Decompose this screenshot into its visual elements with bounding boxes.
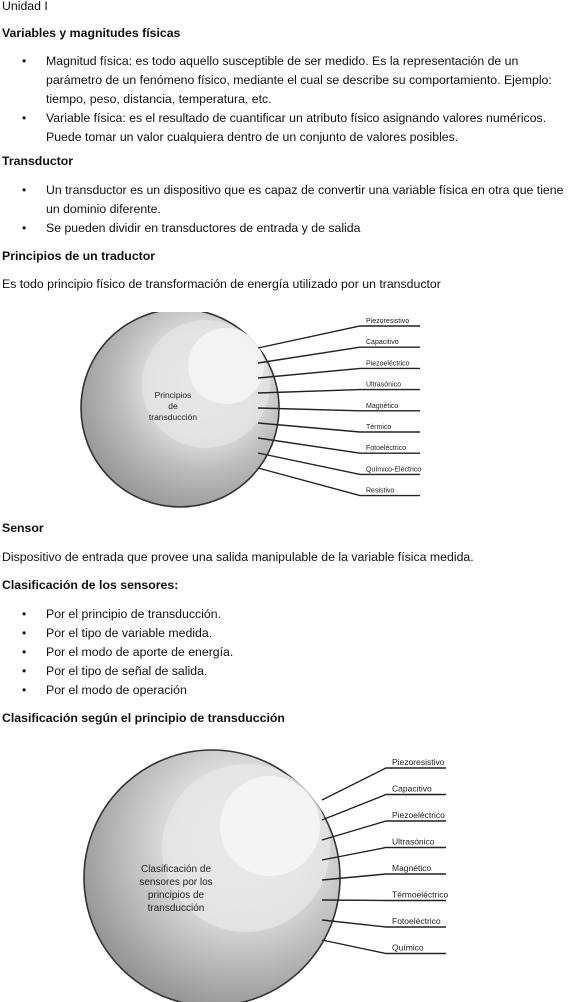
list-item: • Por el principio de transducción. [0, 605, 572, 624]
connector-line [322, 940, 446, 954]
center-label-line: Principios [154, 390, 192, 400]
sphere-highlight-inner [220, 776, 320, 876]
principle-label: Magnético [366, 402, 399, 410]
connector-line [258, 423, 420, 432]
list-item: • Por el modo de aporte de energía. [0, 643, 572, 662]
section-title-transductor: Transductor [2, 154, 74, 168]
principle-label: Térmoeléctrico [392, 889, 449, 900]
principle-label: Capacitivo [392, 783, 432, 794]
principle-label: Piezoresistivo [392, 757, 445, 767]
principle-label: Capacitivo [366, 339, 399, 347]
sphere-highlight-inner [188, 328, 264, 404]
list-variables [0, 52, 572, 147]
list-item: • Por el modo de operación [0, 681, 572, 700]
center-label-line: Clasificación de [140, 864, 212, 875]
section-title-sensor: Sensor [2, 521, 44, 535]
center-label-line: transducción [147, 903, 205, 914]
principle-label: Magnético [392, 863, 432, 873]
header-unidad: Unidad I [2, 0, 48, 13]
principle-label: Ultrasónico [366, 381, 402, 389]
principle-label: Ultrasónico [392, 836, 435, 847]
principle-label: Térmico [366, 424, 392, 431]
center-label-line: transducción [148, 412, 198, 422]
list-item: • Se pueden dividir en transductores de entrada y de salida [0, 219, 572, 238]
center-label-line: sensores por los [139, 877, 213, 888]
principle-label: Piezoeléctrico [392, 810, 445, 820]
principle-label: Resistivo [366, 487, 395, 495]
paragraph-sensor: Dispositivo de entrada que provee una salida manipulable de la variable física medida. [2, 550, 474, 564]
center-label-line: de [168, 401, 178, 411]
list-transductor [0, 181, 572, 238]
list-item: • Variable física: es el resultado de cuantificar un atributo físico asignando valores numéricos. Puede tomar un valor cualquiera dentro de un conjunto de valores posibles. [0, 109, 572, 147]
principle-label: Piezoresistivo [366, 318, 410, 325]
list-item: • Magnitud física: es todo aquello susceptible de ser medido. Es la representación de un parámetro de un fenómeno físico, mediante el cual se describe su comportamiento. Ejemplo: tiempo, peso, distancia, temperatura, etc. [0, 52, 572, 109]
connector-line [258, 390, 420, 393]
list-clasificacion [0, 605, 572, 700]
figure-clasificacion-sensores [0, 740, 572, 1002]
principle-label: Químico [392, 942, 424, 953]
center-label-line: principios de [147, 890, 205, 901]
list-item: • Un transductor es un dispositivo que es capaz de convertir una variable física en otra que tiene un dominio diferente. [0, 181, 572, 219]
principle-label: Fotoeléctrico [392, 916, 441, 926]
connector-line [258, 368, 420, 378]
connector-line [322, 900, 446, 901]
principle-label: Químico-Eléctrico [366, 466, 422, 474]
figure-principios-transduccion [0, 312, 572, 512]
section-title-variables: Variables y magnitudes físicas [2, 26, 181, 40]
principle-label: Piezoeléctrico [366, 360, 410, 368]
section-title-principios: Principios de un traductor [2, 249, 156, 263]
section-title-clasificacion-principio: Clasificación según el principio de transducción [2, 711, 285, 725]
principle-label: Fotoeléctrico [366, 445, 407, 453]
paragraph-principios: Es todo principio físico de transformación de energía utilizado por un transductor [2, 277, 441, 291]
list-item: • Por el tipo de variable medida. [0, 624, 572, 643]
connector-line [322, 848, 446, 861]
section-title-clasificacion: Clasificación de los sensores: [2, 578, 179, 592]
list-item: • Por el tipo de señal de salida. [0, 662, 572, 681]
